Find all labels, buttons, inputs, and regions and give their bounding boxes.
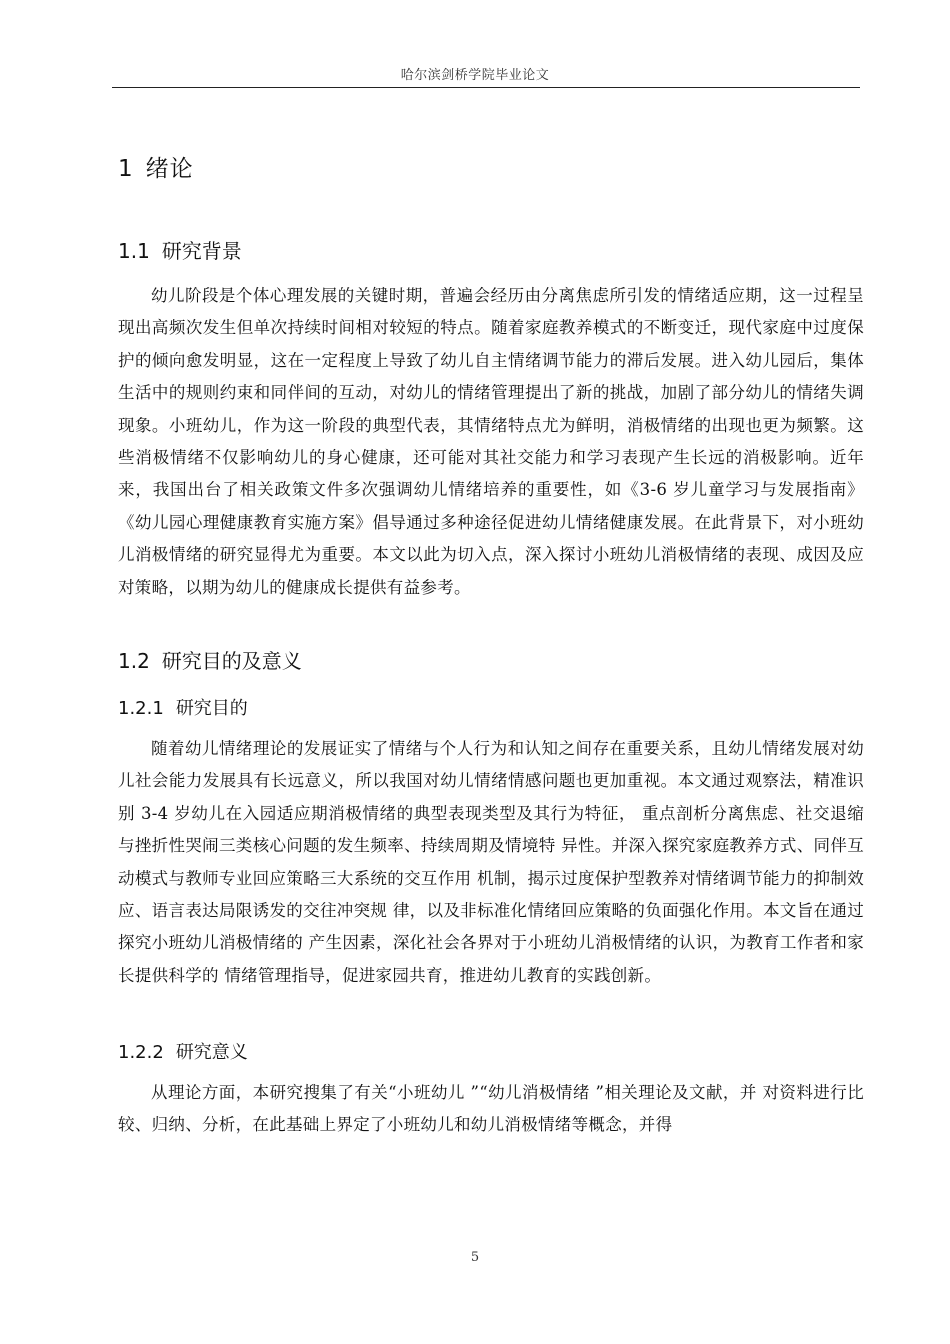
section-title: 研究目的及意义 — [161, 649, 302, 673]
chapter-title: 绪论 — [145, 156, 194, 182]
subsection-title: 研究目的 — [175, 698, 248, 719]
section-title: 研究背景 — [161, 239, 242, 263]
section-number: 1.2 — [118, 649, 150, 673]
subsection-heading-1-2-1 — [118, 694, 248, 720]
chapter-number: 1 — [118, 156, 134, 182]
purpose-paragraph: 随着幼儿情绪理论的发展证实了情绪与个人行为和认知之间存在重要关系，且幼儿情绪发展对幼儿社会能力发展具有长远意义，所以我国对幼儿情绪情感问题也更加重视。本文通过观察法，精准识别 3-4 岁幼儿在入园适应期消极情绪的典型表现类型及其行为特征， 重点剖析分离焦虑、社交退缩与挫折性哭闹三类核心问题的发生频率、持续周期及情境特 异性。并深入探究家庭教养方式、同伴互动模式与教师专业回应策略三大系统的交互作用 机制，揭示过度保护型教养对情绪调节能力的抑制效应、语言表达局限诱发的交往冲突规 律，以及非标准化情绪回应策略的负面强化作用。本文旨在通过探究小班幼儿消极情绪的 产生因素，深化社会各界对于小班幼儿消极情绪的认识，为教育工作者和家长提供科学的 情绪管理指导，促进家园共育，推进幼儿教育的实践创新。 — [118, 739, 864, 985]
subsection-number: 1.2.1 — [118, 698, 164, 719]
background-paragraph: 幼儿阶段是个体心理发展的关键时期，普遍会经历由分离焦虑所引发的情绪适应期，这一过程呈现出高频次发生但单次持续时间相对较短的特点。随着家庭教养模式的不断变迁，现代家庭中过度保护的倾向愈发明显，这在一定程度上导致了幼儿自主情绪调节能力的滞后发展。进入幼儿园后，集体生活中的规则约束和同伴间的互动，对幼儿的情绪管理提出了新的挑战，加剧了部分幼儿的情绪失调现象。小班幼儿，作为这一阶段的典型代表，其情绪特点尤为鲜明，消极情绪的出现也更为频繁。这些消极情绪不仅影响幼儿的身心健康，还可能对其社交能力和学习表现产生长远的消极影响。近年来，我国出台了相关政策文件多次强调幼儿情绪培养的重要性，如《3-6 岁儿童学习与发展指南》《幼儿园心理健康教育实施方案》倡导通过多种途径促进幼儿情绪健康发展。在此背景下，对小班幼儿消极情绪的研究显得尤为重要。本文以此为切入点，深入探讨小班幼儿消极情绪的表现、成因及应对策略，以期为幼儿的健康成长提供有益参考。 — [118, 286, 864, 597]
chapter-heading — [118, 150, 194, 183]
running-header: 哈尔滨剑桥学院毕业论文 — [400, 68, 550, 83]
header-divider — [112, 87, 860, 88]
significance-paragraph: 从理论方面，本研究搜集了有关“小班幼儿 ”“幼儿消极情绪 ”相关理论及文献，并 对资料进行比较、归纳、分析，在此基础上界定了小班幼儿和幼儿消极情绪等概念，并得 — [118, 1083, 864, 1135]
subsection-title: 研究意义 — [175, 1042, 248, 1063]
section-number: 1.1 — [118, 239, 150, 263]
section-heading-1-1 — [118, 235, 242, 264]
subsection-number: 1.2.2 — [118, 1042, 164, 1063]
subsection-heading-1-2-2 — [118, 1038, 248, 1064]
page-number: 5 — [470, 1250, 480, 1265]
section-heading-1-2 — [118, 645, 302, 674]
